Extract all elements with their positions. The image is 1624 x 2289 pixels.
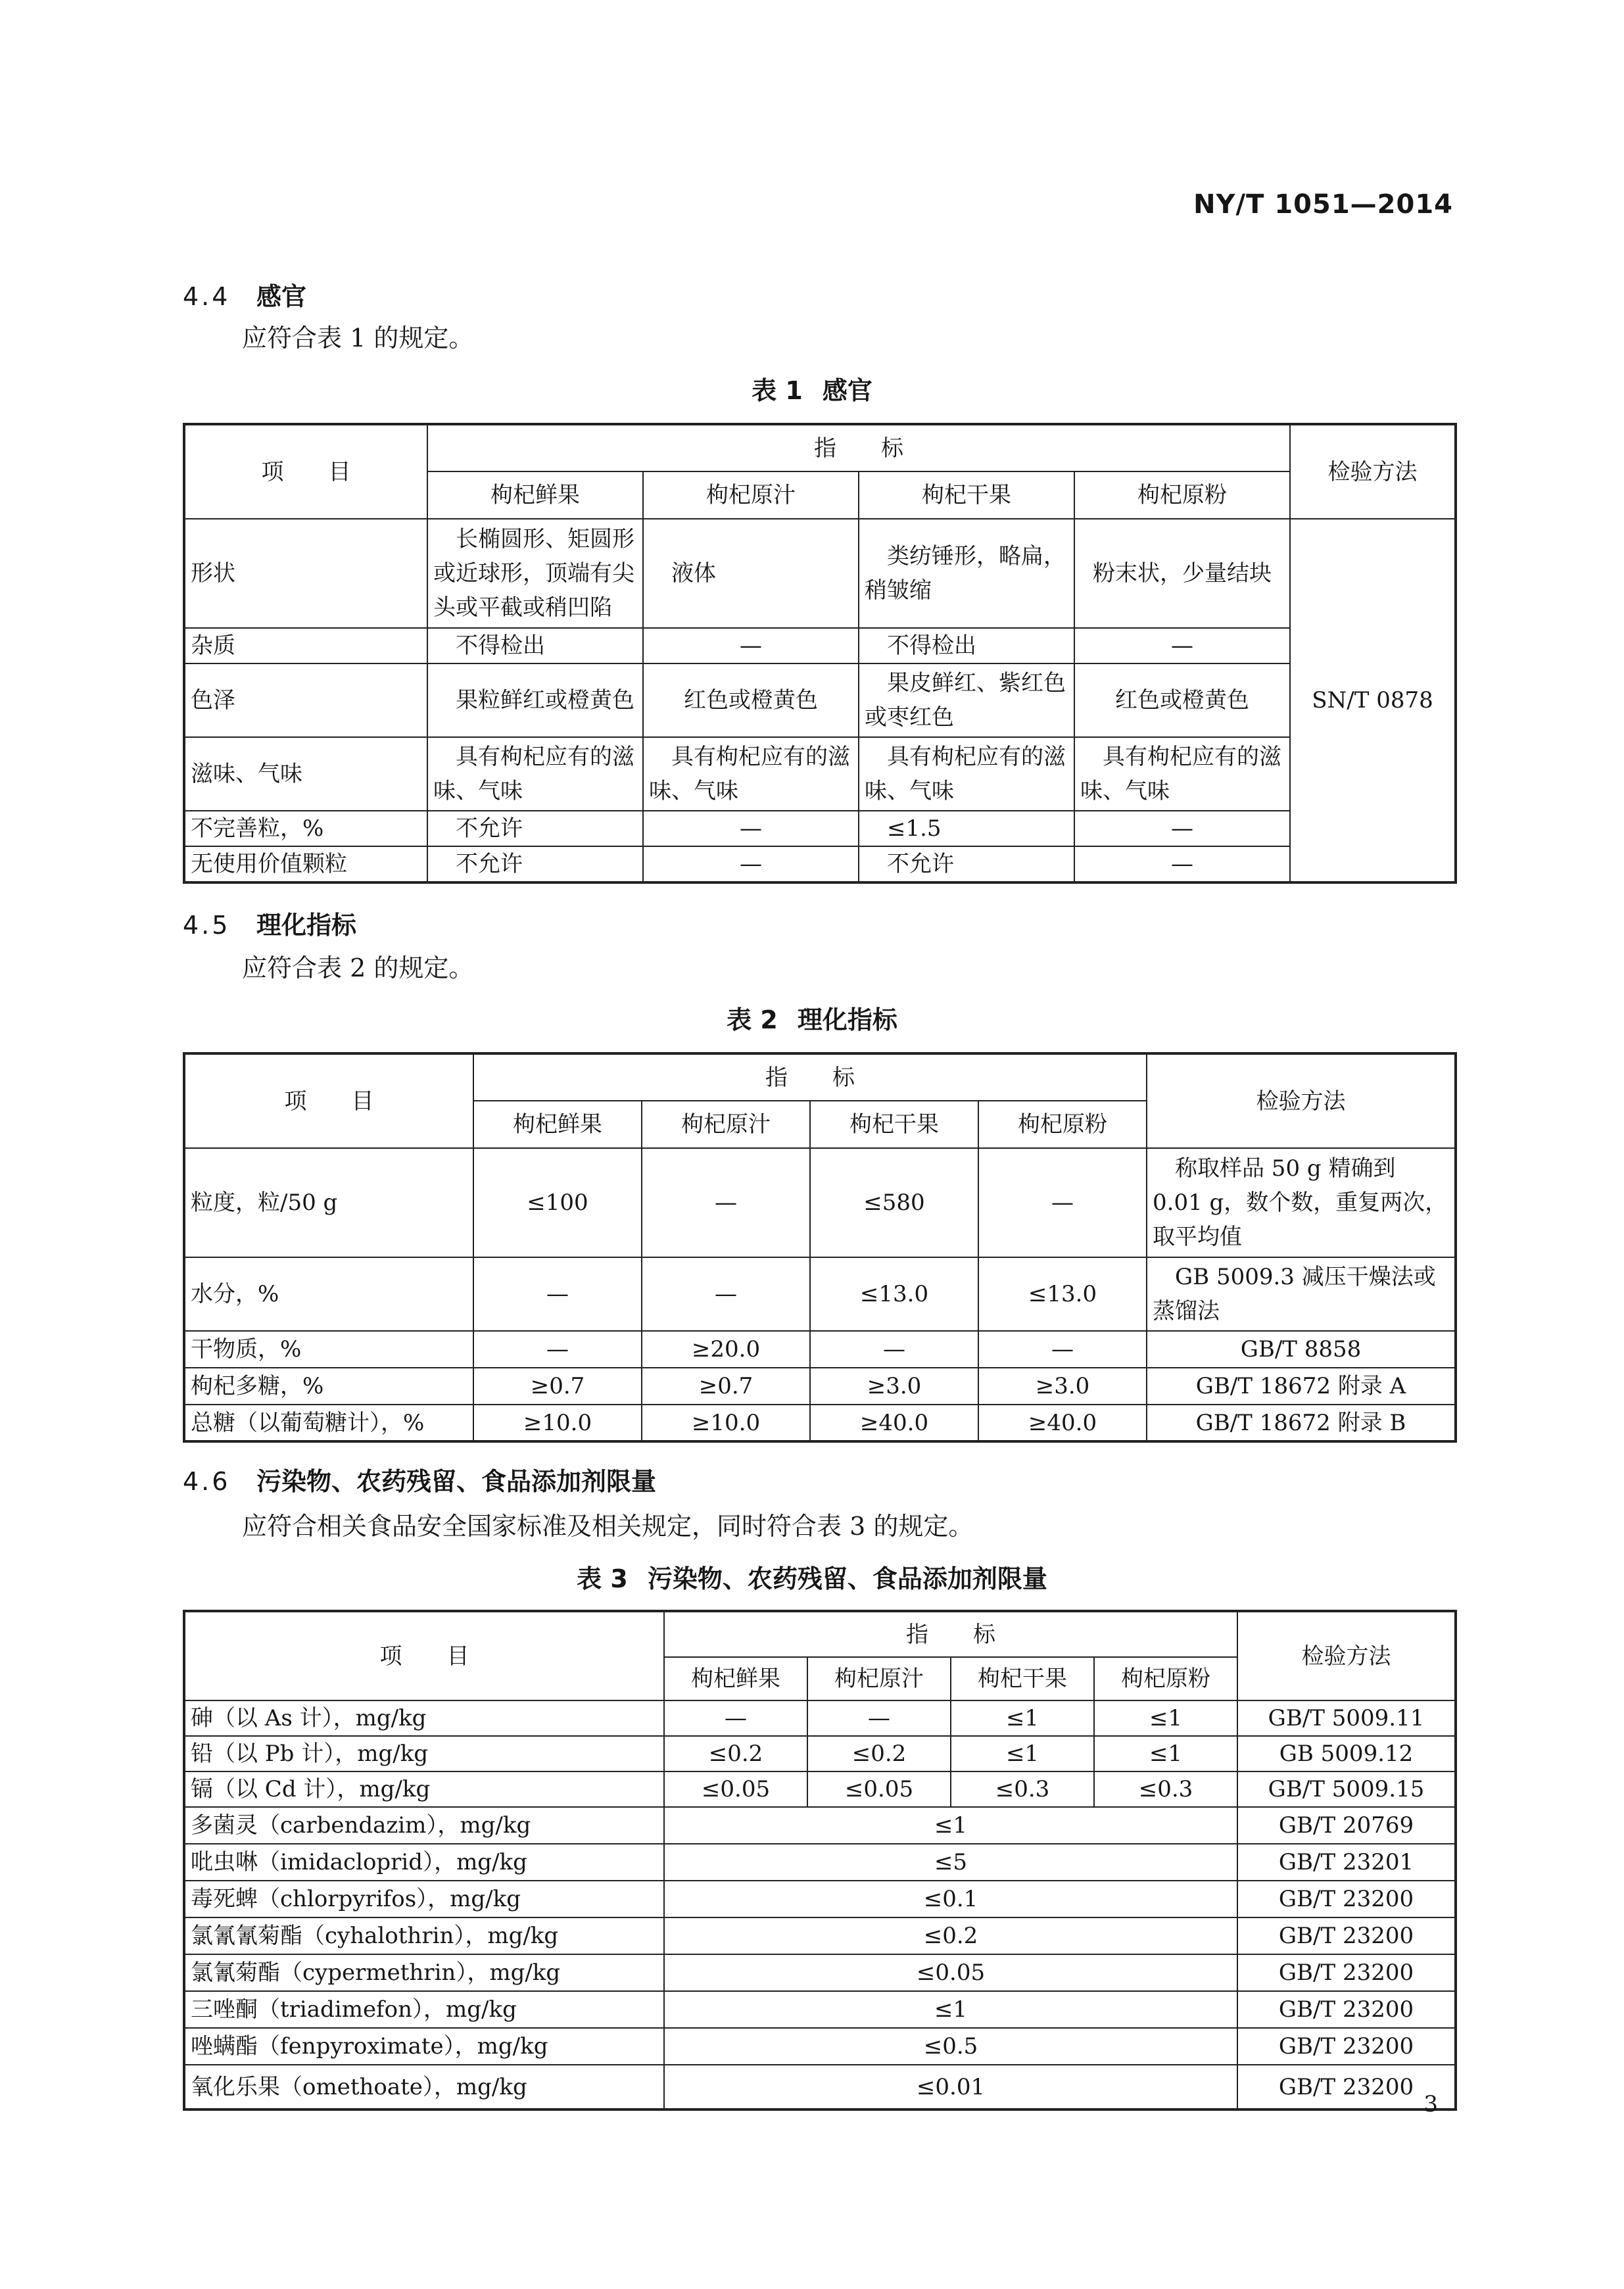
table-row [184,1917,1456,1954]
table-cell: 不得检出 [859,628,1074,663]
table-row [184,811,1456,846]
table3-caption-number: 表 3 [577,1564,628,1593]
table3-row-item: 三唑酮（triadimefon），mg/kg [184,1991,664,2028]
table-cell: ≤1 [951,1700,1094,1736]
table-cell: 粉末状，少量结块 [1074,519,1290,628]
table3-method: GB/T 23200 [1237,1917,1456,1954]
table-cell: 果粒鲜红或橙黄色 [427,663,643,737]
table3-method: GB/T 23200 [1237,1881,1456,1917]
table3-caption-title: 污染物、农药残留、食品添加剂限量 [647,1564,1047,1593]
table3-row-item: 氯氰氰菊酯（cyhalothrin），mg/kg [184,1917,664,1954]
table1-col-powder: 枸杞原粉 [1074,471,1290,519]
section-text-4-5: 应符合表 2 的规定。 [242,953,474,982]
table3 [183,1610,1457,2111]
table-cell: ≥10.0 [642,1405,810,1441]
table-cell: ≤1 [664,1807,1237,1844]
table1-header-indicator: 指 标 [427,424,1290,471]
table-cell: ≥20.0 [642,1331,810,1368]
table-cell: 红色或橙黄色 [643,663,859,737]
table-cell: 不允许 [427,846,643,882]
table3-method: GB/T 5009.11 [1237,1700,1456,1736]
table2-method: GB/T 18672 附录 B [1147,1405,1456,1441]
table-cell: ≤0.2 [807,1736,951,1771]
table-cell: 液体 [643,519,859,628]
table1-method: SN/T 0878 [1290,519,1456,882]
table2-col-dried: 枸杞干果 [810,1101,978,1148]
table-cell: ≤100 [473,1148,642,1257]
table-cell: — [643,846,859,882]
table-cell: ≥0.7 [642,1368,810,1405]
table-row [184,2065,1456,2109]
table-row [184,1771,1456,1807]
section-number: 4.6 [183,1467,231,1496]
table2-header-method: 检验方法 [1147,1053,1456,1148]
table3-col-powder: 枸杞原粉 [1094,1657,1237,1700]
table-row [184,628,1456,663]
table3-col-fresh: 枸杞鲜果 [664,1657,807,1700]
table3-method: GB/T 23200 [1237,1991,1456,2028]
table-cell: ≤13.0 [978,1257,1147,1331]
table-cell: ≥40.0 [810,1405,978,1441]
table-cell: ≤0.05 [664,1954,1237,1991]
table1-caption-number: 表 1 [752,376,803,405]
table1-row-item: 不完善粒，% [184,811,427,846]
table-row [184,1700,1456,1736]
section-heading-4-5 [183,905,356,941]
table2-row-item: 干物质，% [184,1331,473,1368]
table-cell: ≥10.0 [473,1405,642,1441]
table-row [184,519,1456,628]
table-cell: 红色或橙黄色 [1074,663,1290,737]
table-cell: — [1074,846,1290,882]
table-cell: ≤0.05 [807,1771,951,1807]
table2-row-item: 枸杞多糖，% [184,1368,473,1405]
table1-header-method: 检验方法 [1290,424,1456,519]
table2-col-fresh: 枸杞鲜果 [473,1101,642,1148]
table-cell: 具有枸杞应有的滋味、气味 [859,737,1074,811]
table-row [184,1405,1456,1441]
table3-row-item: 多菌灵（carbendazim），mg/kg [184,1807,664,1844]
table-cell: — [807,1700,951,1736]
section-text-4-4: 应符合表 1 的规定。 [242,324,474,352]
table-row [184,663,1456,737]
table2-col-juice: 枸杞原汁 [642,1101,810,1148]
table3-method: GB/T 23200 [1237,1954,1456,1991]
table1-caption [0,370,1624,406]
table-cell: — [664,1700,807,1736]
table-cell: — [810,1331,978,1368]
section-title: 污染物、农药残留、食品添加剂限量 [256,1467,657,1496]
table-cell: — [643,628,859,663]
table-cell: — [643,811,859,846]
section-title: 感官 [256,282,307,311]
table2-row-item: 粒度，粒/50 g [184,1148,473,1257]
table2-col-powder: 枸杞原粉 [978,1101,1147,1148]
page-number: 3 [1423,2091,1438,2117]
table1-col-fresh: 枸杞鲜果 [427,471,643,519]
table3-row-item: 氯氰菊酯（cypermethrin），mg/kg [184,1954,664,1991]
table-cell: 不允许 [427,811,643,846]
table-cell: ≤13.0 [810,1257,978,1331]
table3-row-item: 镉（以 Cd 计），mg/kg [184,1771,664,1807]
table1-row-item: 色泽 [184,663,427,737]
table-row [184,1736,1456,1771]
table-cell: ≤0.3 [1094,1771,1237,1807]
table1-row-item: 无使用价值颗粒 [184,846,427,882]
table3-row-item: 吡虫啉（imidacloprid），mg/kg [184,1844,664,1881]
table3-row-item: 氧化乐果（omethoate），mg/kg [184,2065,664,2109]
table-cell: — [978,1148,1147,1257]
table-cell: — [642,1148,810,1257]
table3-row-item: 毒死蜱（chlorpyrifos），mg/kg [184,1881,664,1917]
table-row [184,1844,1456,1881]
table-row [184,1257,1456,1331]
table-row [184,1991,1456,2028]
table2 [183,1052,1457,1443]
table-cell: ≤0.2 [664,1917,1237,1954]
table1-row-item: 形状 [184,519,427,628]
section-title: 理化指标 [256,911,357,940]
section-heading-4-6 [183,1461,656,1497]
table3-row-item: 唑螨酯（fenpyroximate），mg/kg [184,2028,664,2065]
table-cell: ≤580 [810,1148,978,1257]
table3-method: GB/T 20769 [1237,1807,1456,1844]
table-cell: — [1074,811,1290,846]
table-cell: ≤0.05 [664,1771,807,1807]
table3-col-juice: 枸杞原汁 [807,1657,951,1700]
table-row [184,737,1456,811]
table3-caption [0,1558,1624,1595]
table3-row-item: 砷（以 As 计），mg/kg [184,1700,664,1736]
table-row [184,1368,1456,1405]
table2-row-item: 水分，% [184,1257,473,1331]
table3-method: GB 5009.12 [1237,1736,1456,1771]
table2-caption [0,1000,1624,1036]
table-cell: ≤5 [664,1844,1237,1881]
section-number: 4.4 [183,282,231,311]
table-cell: 具有枸杞应有的滋味、气味 [1074,737,1290,811]
table1-col-dried: 枸杞干果 [859,471,1074,519]
table-cell: ≤0.01 [664,2065,1237,2109]
table1-caption-title: 感官 [822,376,872,405]
table3-method: GB/T 5009.15 [1237,1771,1456,1807]
table2-method: 称取样品 50 g 精确到 0.01 g，数个数，重复两次，取平均值 [1147,1148,1456,1257]
table3-header-method: 检验方法 [1237,1611,1456,1700]
table-cell: 具有枸杞应有的滋味、气味 [427,737,643,811]
table-cell: ≥3.0 [978,1368,1147,1405]
table-cell: ≥40.0 [978,1405,1147,1441]
table-row [184,1807,1456,1844]
table2-header-item: 项 目 [184,1053,473,1148]
table-cell: ≤1 [951,1736,1094,1771]
table-cell: ≤1.5 [859,811,1074,846]
table-cell: 具有枸杞应有的滋味、气味 [643,737,859,811]
table3-method: GB/T 23201 [1237,1844,1456,1881]
table-cell: ≥0.7 [473,1368,642,1405]
table-cell: ≤1 [664,1991,1237,2028]
table-cell: — [1074,628,1290,663]
table-cell: ≤1 [1094,1736,1237,1771]
table2-method: GB 5009.3 减压干燥法或蒸馏法 [1147,1257,1456,1331]
table2-method: GB/T 18672 附录 A [1147,1368,1456,1405]
table-cell: — [473,1257,642,1331]
standard-code: NY/T 1051—2014 [1193,189,1453,220]
table-cell: 不允许 [859,846,1074,882]
table-row [184,846,1456,882]
table1-row-item: 杂质 [184,628,427,663]
table3-method: GB/T 23200 [1237,2065,1456,2109]
table2-header-indicator: 指 标 [473,1053,1147,1101]
table-cell: ≤0.2 [664,1736,807,1771]
table1 [183,423,1457,884]
table-row [184,1881,1456,1917]
table-cell: 不得检出 [427,628,643,663]
table-cell: — [978,1331,1147,1368]
table3-header-item: 项 目 [184,1611,664,1700]
table-cell: ≤0.3 [951,1771,1094,1807]
table-cell: — [642,1257,810,1331]
section-number: 4.5 [183,911,231,940]
table-row [184,1148,1456,1257]
table3-col-dried: 枸杞干果 [951,1657,1094,1700]
table-cell: 类纺锤形，略扁，稍皱缩 [859,519,1074,628]
table-row [184,1331,1456,1368]
section-text-4-6: 应符合相关食品安全国家标准及相关规定，同时符合表 3 的规定。 [242,1512,974,1541]
table2-caption-number: 表 2 [727,1005,778,1034]
table3-method: GB/T 23200 [1237,2028,1456,2065]
section-heading-4-4 [183,276,306,312]
table-cell: ≥3.0 [810,1368,978,1405]
table-cell: 长椭圆形、矩圆形或近球形，顶端有尖头或平截或稍凹陷 [427,519,643,628]
table1-col-juice: 枸杞原汁 [643,471,859,519]
table-row [184,1954,1456,1991]
table3-header-indicator: 指 标 [664,1611,1237,1657]
table2-row-item: 总糖（以葡萄糖计），% [184,1405,473,1441]
table2-caption-title: 理化指标 [797,1005,897,1034]
table2-method: GB/T 8858 [1147,1331,1456,1368]
table1-row-item: 滋味、气味 [184,737,427,811]
table3-row-item: 铅（以 Pb 计），mg/kg [184,1736,664,1771]
table-cell: ≤0.1 [664,1881,1237,1917]
table-cell: — [473,1331,642,1368]
table-cell: ≤1 [1094,1700,1237,1736]
table-cell: ≤0.5 [664,2028,1237,2065]
table-row [184,2028,1456,2065]
table-cell: 果皮鲜红、紫红色或枣红色 [859,663,1074,737]
table1-header-item: 项 目 [184,424,427,519]
